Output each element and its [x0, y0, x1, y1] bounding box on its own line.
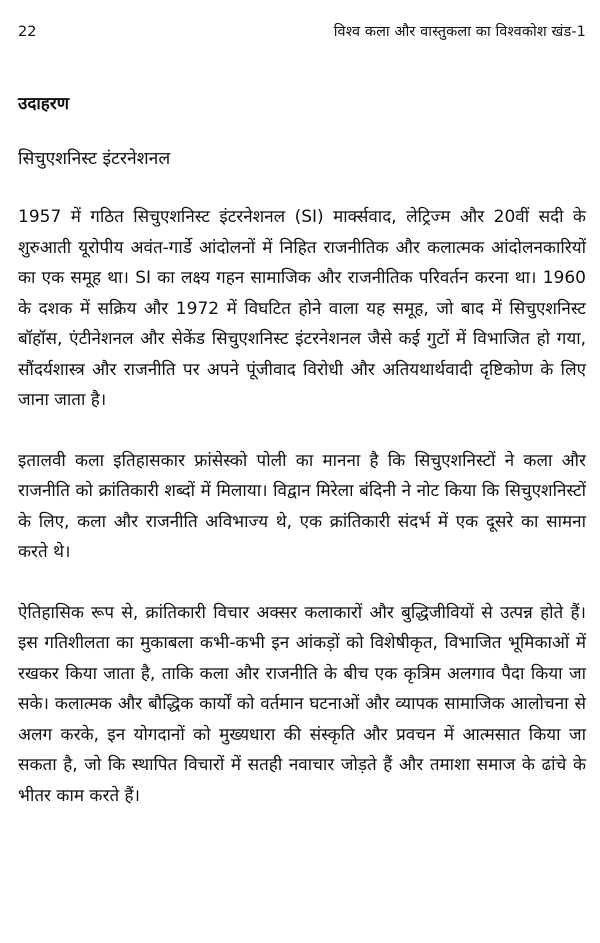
body-paragraph: 1957 में गठित सिचुएशनिस्ट इंटरनेशनल (SI) मार्क्सवाद, लेट्रिज्म और 20वीं सदी के शुरुआती यूरोपीय अवंत-गार्डे आंदोलनों में निहित राजनीतिक और कलात्मक आंदोलनकारियों का एक समूह था। SI का लक्ष्य गहन सामाजिक और राजनीतिक परिवर्तन करना था। 1960 के दशक में सक्रिय और 1972 में विघटित होने वाला यह समूह, जो बाद में सिचुएशनिस्ट बॉहॉस, एंटीनेशनल और सेकेंड सिचुएशनिस्ट इंटरनेशनल जैसे कई गुटों में विभाजित हो गया, सौंदर्यशास्त्र और राजनीति पर अपने पूंजीवाद विरोधी और अतियथार्थवादी दृष्टिकोण के लिए जाना जाता है। [18, 207, 586, 410]
running-header [18, 0, 586, 42]
body-paragraph: इतालवी कला इतिहासकार फ्रांसेस्को पोली का मानना है कि सिचुएशनिस्टों ने कला और राजनीति को क्रांतिकारी शब्दों में मिलाया। विद्वान मिरेला बंदिनी ने नोट किया कि सिचुएशनिस्टों के लिए, कला और राजनीति अविभाज्य थे, एक क्रांतिकारी संदर्भ में एक दूसरे का सामना करते थे। [18, 450, 586, 562]
section-subheading: सिचुएशनिस्ट इंटरनेशनल [18, 149, 171, 169]
page-number: 22 [18, 24, 37, 40]
book-title: विश्व कला और वास्तुकला का विश्वकोश खंड-1 [333, 24, 586, 40]
section-heading: उदाहरण [18, 94, 70, 114]
body-paragraph: ऐतिहासिक रूप से, क्रांतिकारी विचार अक्सर कलाकारों और बुद्धिजीवियों से उत्पन्न होते हैं। इस गतिशीलता का मुकाबला कभी-कभी इन आंकड़ों को विशेषीकृत, विभाजित भूमिकाओं में रखकर किया जाता है, ताकि कला और राजनीति के बीच एक कृत्रिम अलगाव पैदा किया जा सके। कलात्मक और बौद्धिक कार्यों को वर्तमान घटनाओं और व्यापक सामाजिक आलोचना से अलग करके, इन योगदानों को मुख्यधारा की संस्कृति और प्रवचन में आत्मसात किया जा सकता है, जो कि स्थापित विचारों में सतही नवाचार जोड़ते हैं और तमाशा समाज के ढांचे के भीतर काम करते हैं। [18, 602, 586, 806]
